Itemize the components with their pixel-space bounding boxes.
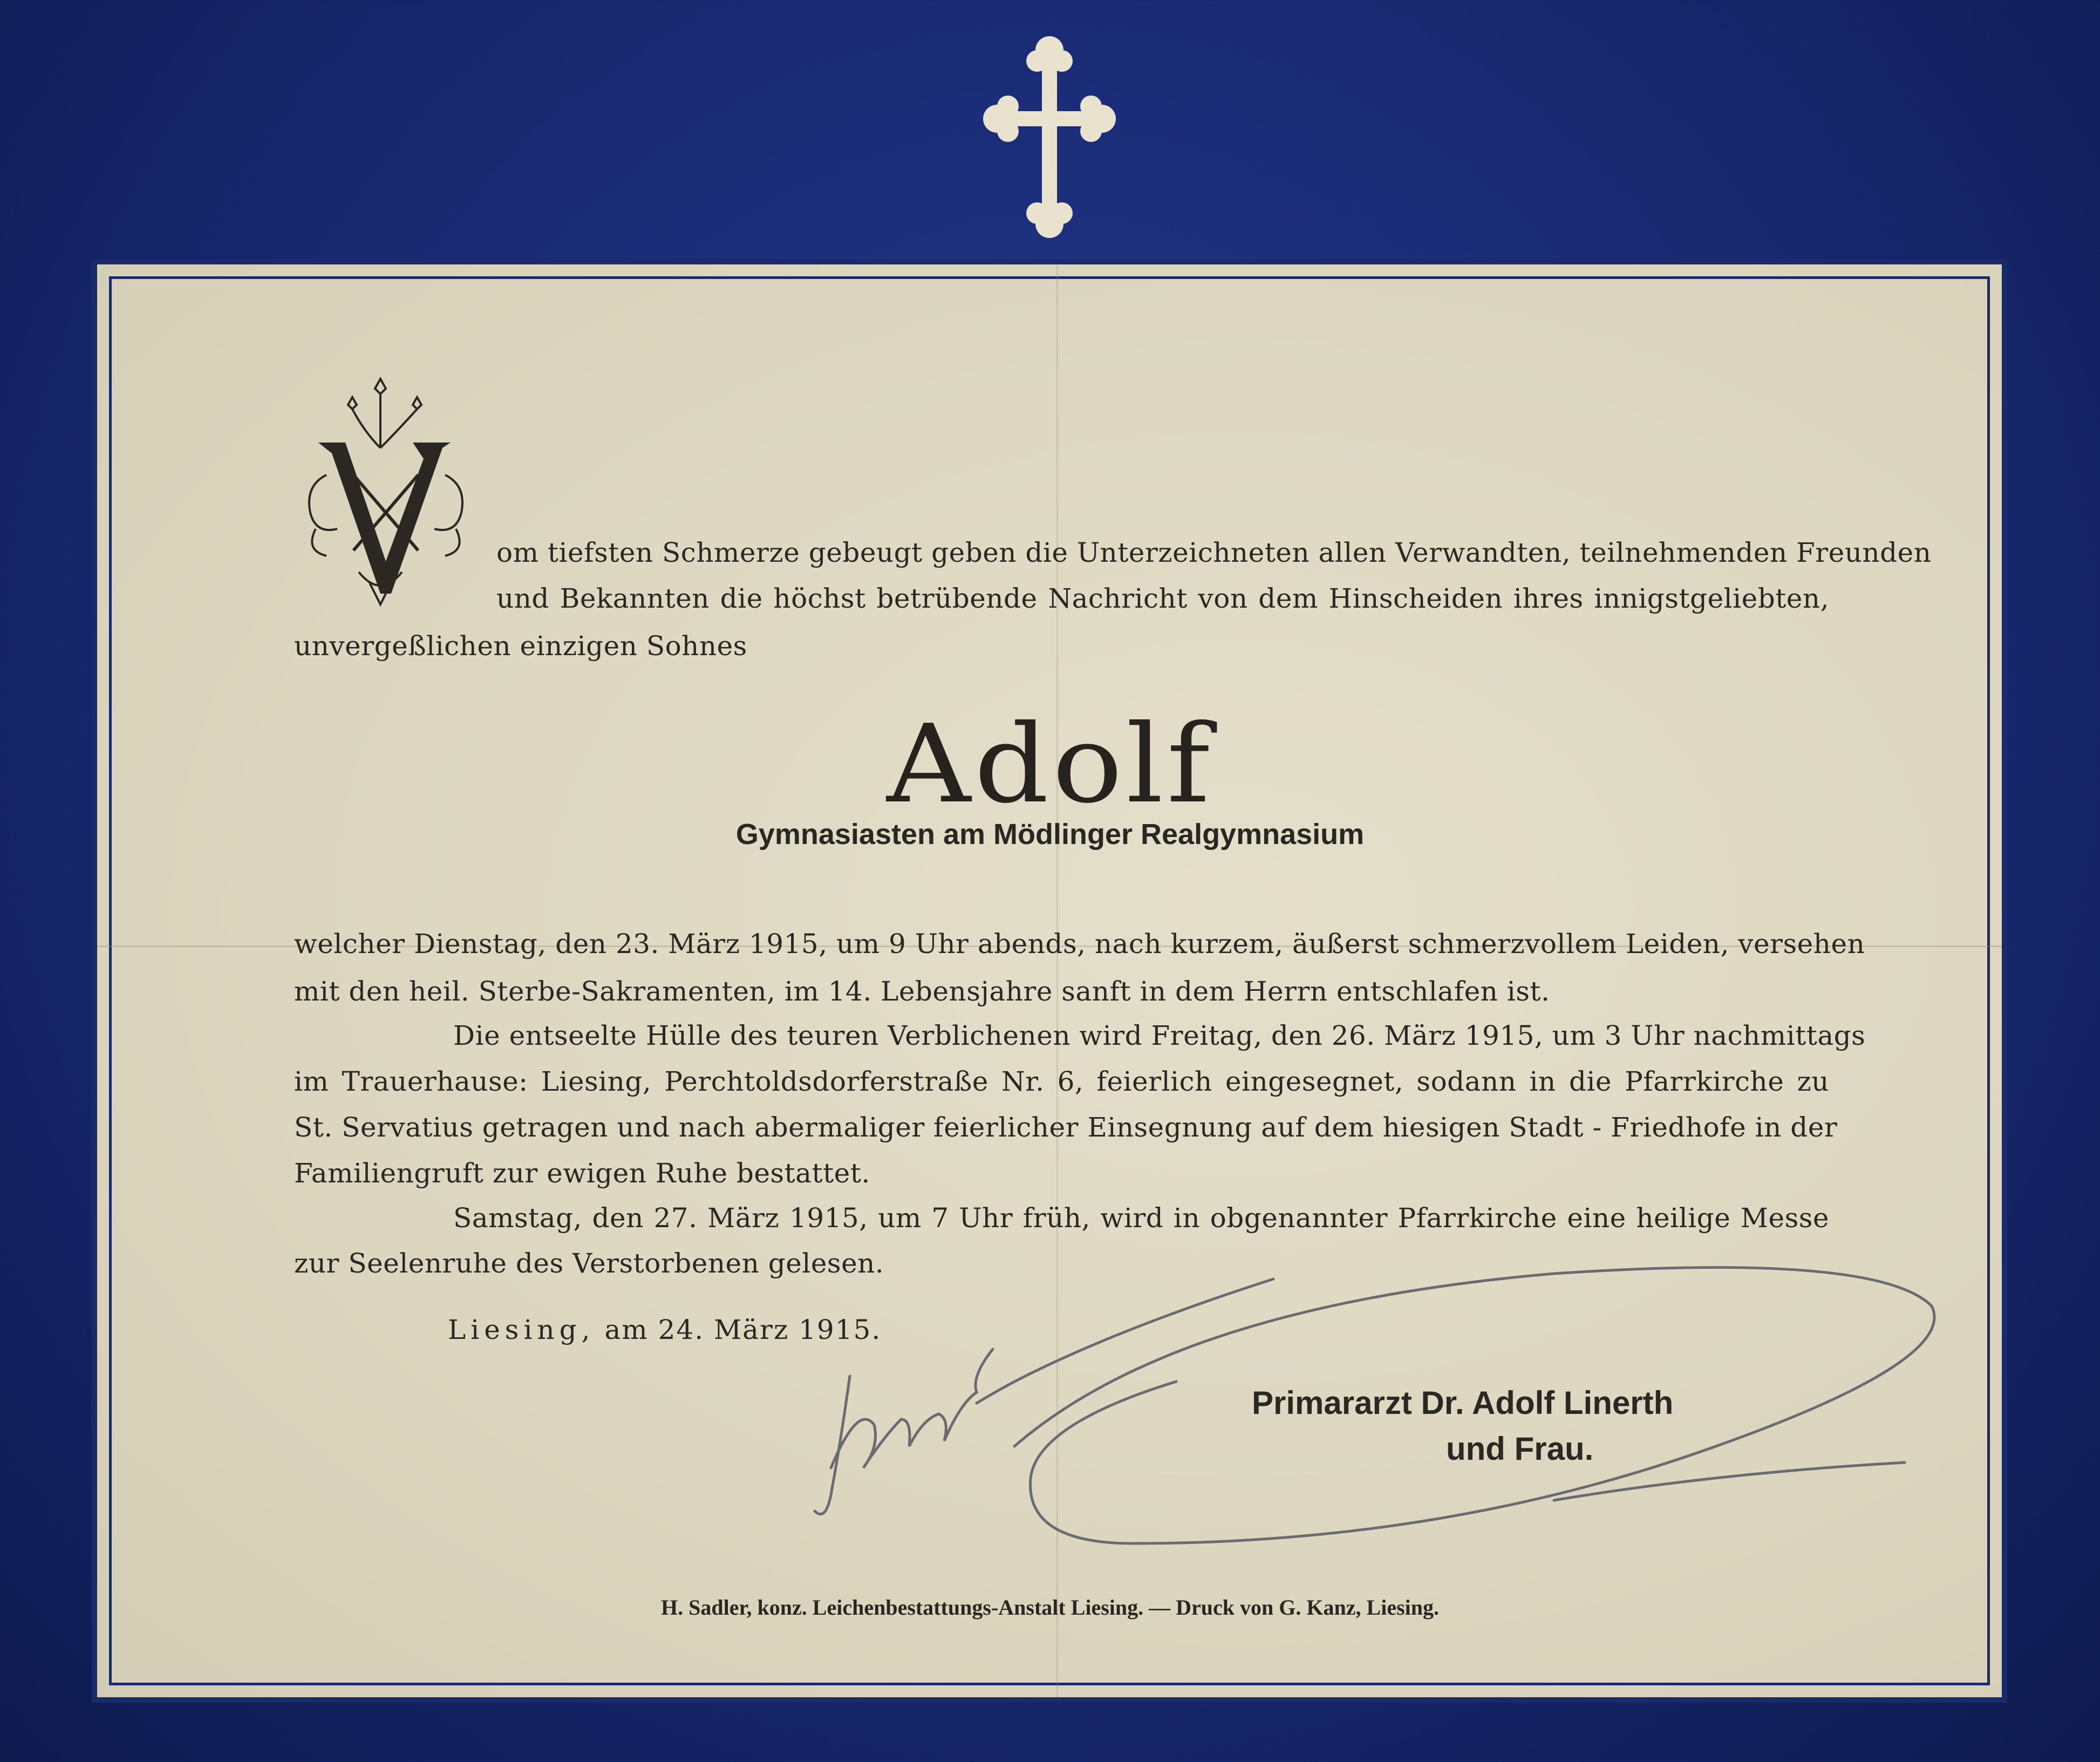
body-paragraph-2-line-2: im Trauerhause: Liesing, Perchtoldsdorferstraße Nr. 6, feierlich eingesegnet, sodann in die Pfarrkirche zu	[294, 1066, 1829, 1097]
intro-line-2: und Bekannten die höchst betrübende Nachricht von dem Hinscheiden ihres innigstgeliebten,	[496, 583, 1829, 614]
signer-companion: und Frau.	[1446, 1431, 1594, 1467]
body-paragraph-2-line-1: Die entseelte Hülle des teuren Verblichenen wird Freitag, den 26. März 1915, um 3 Uhr nachmittags	[453, 1020, 1866, 1051]
place: Liesing,	[448, 1314, 595, 1345]
deceased-description: Gymnasiasten am Mödlinger Realgymnasium	[735, 818, 1365, 851]
body-paragraph-1-line-1: welcher Dienstag, den 23. März 1915, um 9 Uhr abends, nach kurzem, äußerst schmerzvollem Leiden, versehen	[294, 928, 1865, 960]
date: am 24. März 1915.	[604, 1314, 882, 1345]
ornamental-initial-v	[294, 367, 478, 621]
body-paragraph-3-line-2: zur Seelenruhe des Verstorbenen gelesen.	[294, 1248, 884, 1279]
printer-footer: H. Sadler, konz. Leichenbestattungs-Anstalt Liesing. — Druck von G. Kanz, Liesing.	[660, 1595, 1439, 1620]
body-paragraph-2-line-4: Familiengruft zur ewigen Ruhe bestattet.	[294, 1158, 870, 1189]
signer-name: Primararzt Dr. Adolf Linerth	[1252, 1385, 1674, 1421]
intro-line-3: unvergeßlichen einzigen Sohnes	[294, 630, 747, 662]
body-paragraph-3-line-1: Samstag, den 27. März 1915, um 7 Uhr früh, wird in obgenannter Pfarrkirche eine heilige Messe	[453, 1202, 1829, 1234]
cross-emblem	[977, 30, 1122, 246]
body-paragraph-2-line-3: St. Servatius getragen und nach abermaliger feierlicher Einsegnung auf dem hiesigen Stadt - Friedhofe in der	[294, 1112, 1838, 1143]
deceased-name: Adolf	[887, 702, 1213, 827]
body-paragraph-1-line-2: mit den heil. Sterbe-Sakramenten, im 14. Lebensjahre sanft in dem Herrn entschlafen ist.	[294, 976, 1550, 1007]
intro-line-1: om tiefsten Schmerze gebeugt geben die Unterzeichneten allen Verwandten, teilnehmenden Freunden	[496, 537, 1932, 568]
